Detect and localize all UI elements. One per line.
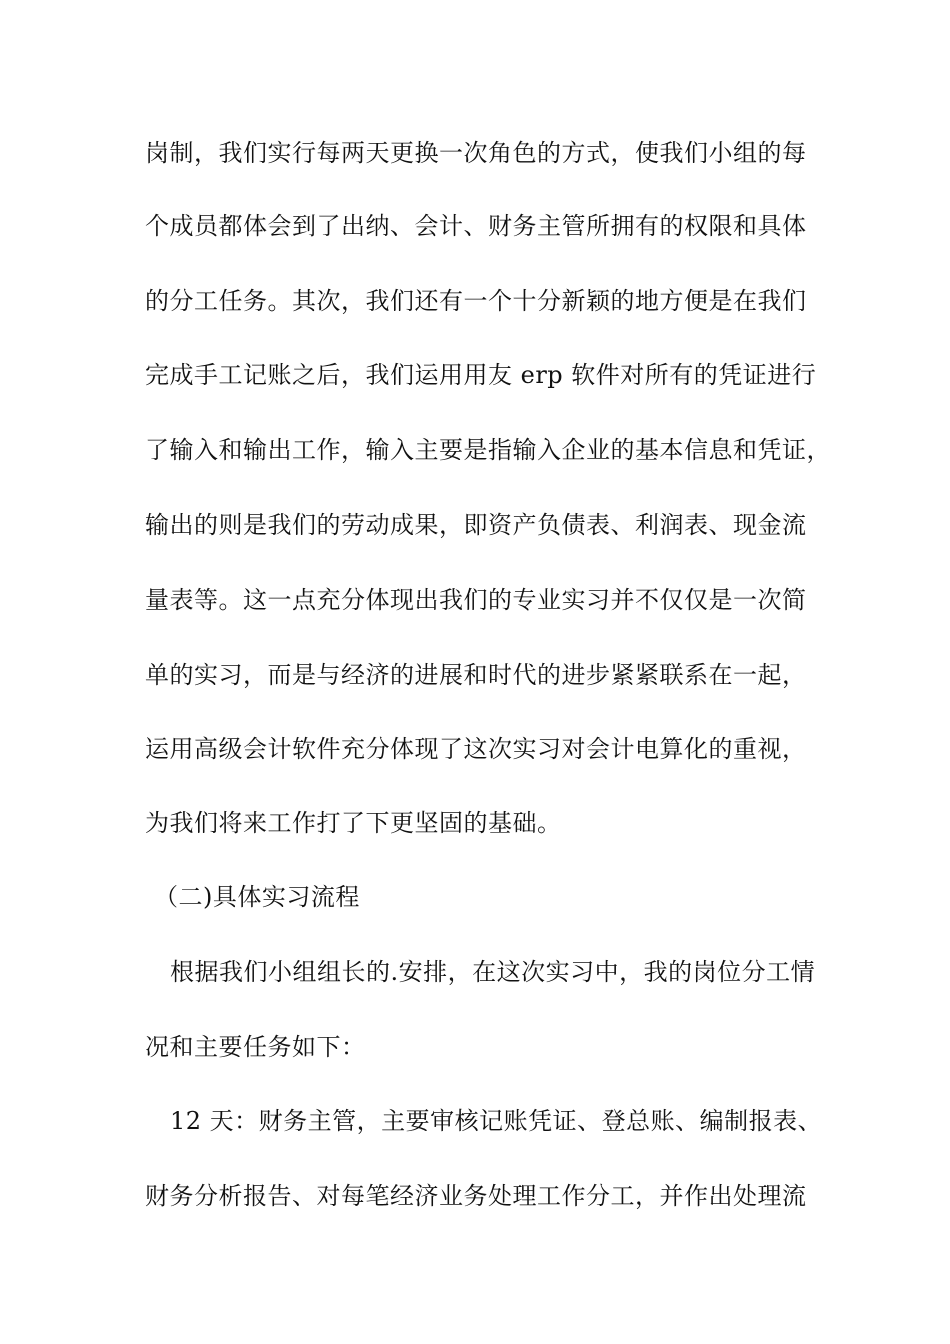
paragraph-line: 根据我们小组组长的.安排，在这次实习中，我的岗位分工情	[170, 958, 816, 986]
paragraph-line: 12 天：财务主管，主要审核记账凭证、登总账、编制报表、	[170, 1107, 823, 1135]
paragraph-line: 个成员都体会到了出纳、会计、财务主管所拥有的权限和具体	[145, 212, 807, 240]
paragraph-line: 完成手工记账之后，我们运用用友 erp 软件对所有的凭证进行	[145, 361, 817, 389]
paragraph-line: 运用高级会计软件充分体现了这次实习对会计电算化的重视，	[145, 735, 807, 763]
paragraph-line: 量表等。这一点充分体现出我们的专业实习并不仅仅是一次简	[145, 586, 807, 614]
paragraph-line: 岗制，我们实行每两天更换一次角色的方式，使我们小组的每	[145, 139, 807, 167]
paragraph-line: 财务分析报告、对每笔经济业务处理工作分工，并作出处理流	[145, 1182, 807, 1210]
paragraph-line: 的分工任务。其次，我们还有一个十分新颖的地方便是在我们	[145, 287, 807, 315]
section-heading: （二)具体实习流程	[154, 883, 360, 911]
paragraph-line: 况和主要任务如下：	[145, 1033, 366, 1061]
paragraph-line: 了输入和输出工作，输入主要是指输入企业的基本信息和凭证，	[145, 436, 831, 464]
paragraph-line: 单的实习，而是与经济的进展和时代的进步紧紧联系在一起，	[145, 661, 807, 689]
paragraph-line: 为我们将来工作打了下更坚固的基础。	[145, 809, 562, 837]
paragraph-line: 输出的则是我们的劳动成果，即资产负债表、利润表、现金流	[145, 511, 807, 539]
